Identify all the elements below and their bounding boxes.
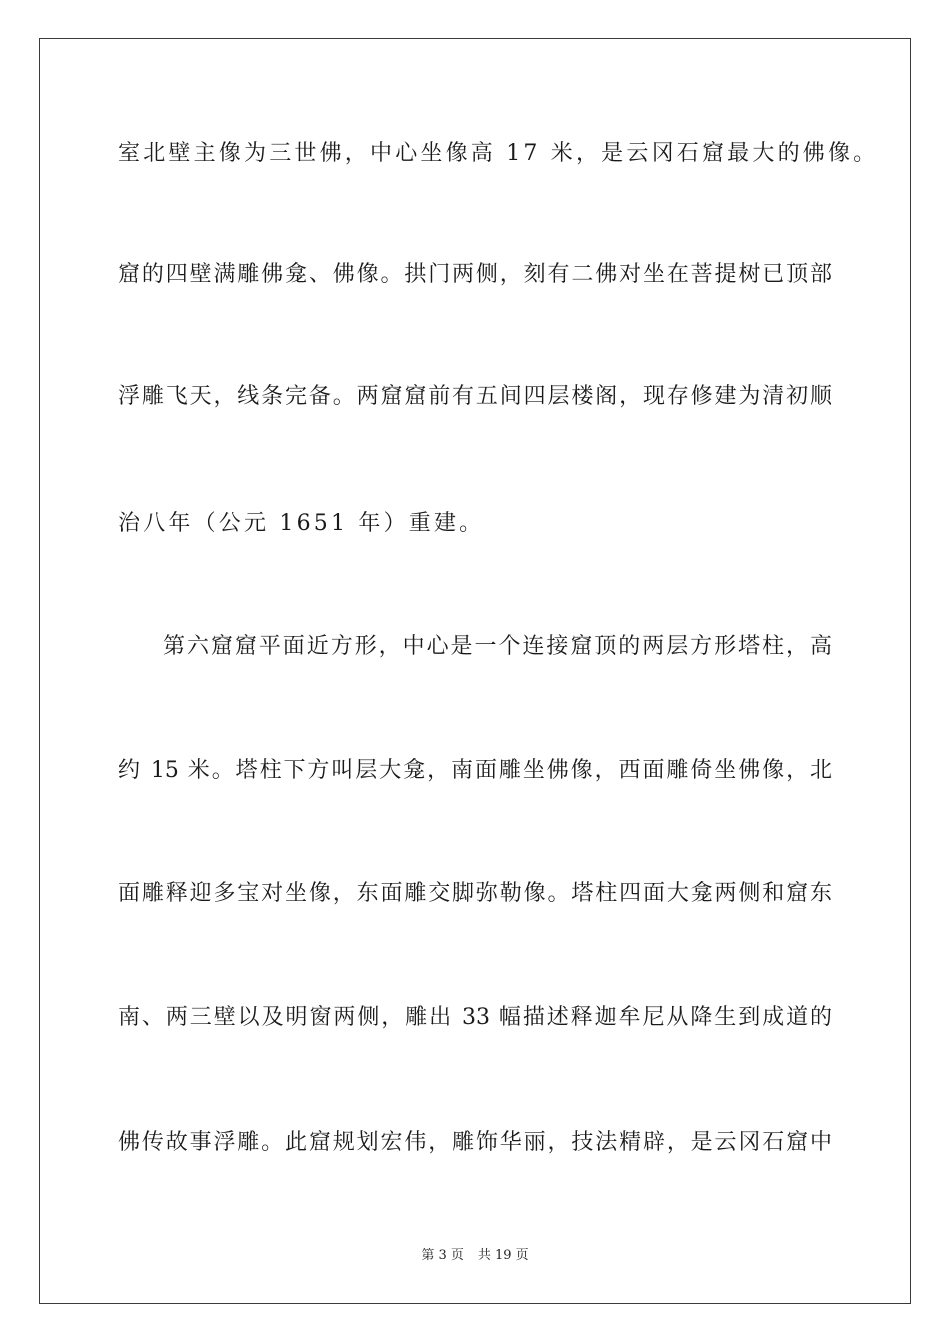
page-footer (0, 1247, 950, 1265)
body-line-3: 浮雕飞天，线条完备。两窟窟前有五间四层楼阁，现存修建为清初顺 (118, 384, 832, 409)
body-line-7: 面雕释迎多宝对坐像，东面雕交脚弥勒像。塔柱四面大龛两侧和窟东 (118, 881, 832, 906)
page-border (39, 38, 911, 1304)
body-line-9: 佛传故事浮雕。此窟规划宏伟，雕饰华丽，技法精辟，是云冈石窟中 (118, 1130, 832, 1155)
body-line-4: 治八年（公元 1651 年）重建。 (118, 511, 485, 536)
body-line-1: 室北壁主像为三世佛，中心坐像高 17 米，是云冈石窟最大的佛像。 (118, 141, 879, 166)
body-line-8: 南、两三壁以及明窗两侧，雕出 33 幅描述释迦牟尼从降生到成道的 (118, 1005, 832, 1030)
body-line-2: 窟的四壁满雕佛龛、佛像。拱门两侧，刻有二佛对坐在菩提树已顶部 (118, 262, 832, 287)
paragraph-2-first-line: 第六窟窟平面近方形，中心是一个连接窟顶的两层方形塔柱，高 (163, 634, 832, 659)
page-total: 共 19 页 (477, 1248, 529, 1263)
page-number: 第 3 页 (421, 1248, 464, 1263)
body-line-6: 约 15 米。塔柱下方叫层大龛，南面雕坐佛像，西面雕倚坐佛像，北 (118, 758, 832, 783)
